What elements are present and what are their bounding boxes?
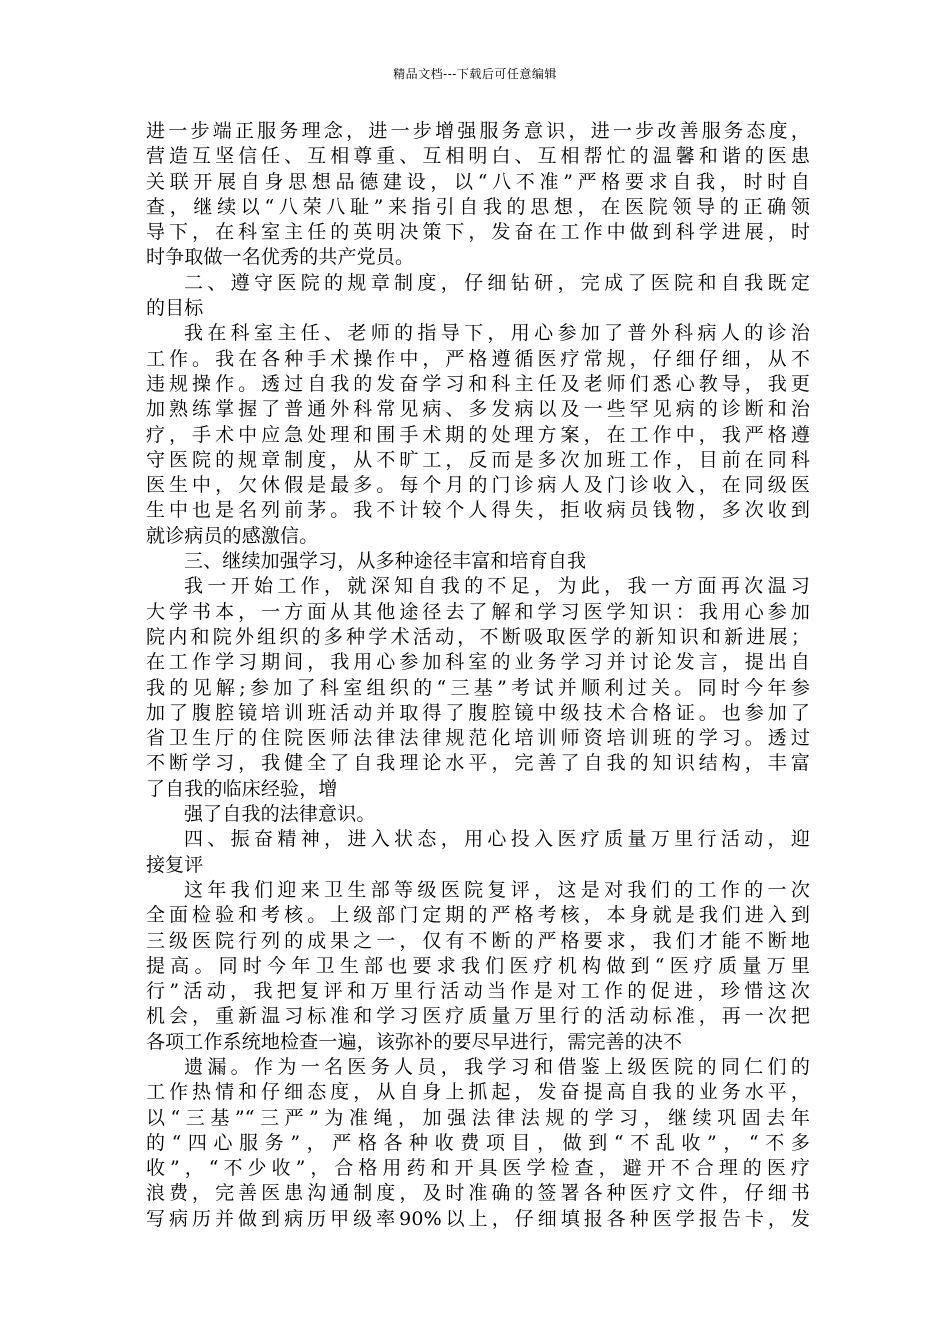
- text-line: 生中也是名列前茅。我不计较个人得失，拒收病员钱物，多次收到: [146, 499, 810, 522]
- text-line: 医生中，欠休假是最多。每个月的门诊病人及门诊收入，在同级医: [146, 474, 810, 497]
- text-line: 强了自我的法律意识。: [184, 803, 376, 826]
- text-line: 省卫生厅的住院医师法律法律规范化培训师资培训班的学习。透过: [146, 727, 810, 750]
- text-line: 接复评: [146, 853, 204, 876]
- text-line: 遗漏。作为一名医务人员，我学习和借鉴上级医院的同仁们的: [184, 1055, 810, 1078]
- text-line: 就诊病员的感激信。: [146, 524, 319, 547]
- text-line: 加熟练掌握了普通外科常见病、多发病以及一些罕见病的诊断和治: [146, 398, 810, 421]
- text-line: 营造互坚信任、互相尊重、互相明白、互相帮忙的温馨和谐的医患: [146, 145, 810, 168]
- text-line: 以“三基”“三严”为准绳，加强法律法规的学习，继续巩固去年: [146, 1106, 810, 1129]
- text-line: 大学书本，一方面从其他途径去了解和学习医学知识：我用心参加: [146, 600, 810, 623]
- text-line: 我一开始工作，就深知自我的不足，为此，我一方面再次温习: [184, 575, 810, 598]
- text-line: 查，继续以“八荣八耻”来指引自我的思想，在医院领导的正确领: [146, 195, 810, 218]
- text-line: 工作。我在各种手术操作中，严格遵循医疗常规，仔细仔细，从不: [146, 347, 810, 370]
- text-line: 时争取做一名优秀的共产党员。: [146, 246, 415, 269]
- text-line: 四、振奋精神，进入状态，用心投入医疗质量万里行活动，迎: [184, 828, 810, 851]
- text-line: 提高。同时今年卫生部也要求我们医疗机构做到“医疗质量万里: [146, 954, 810, 977]
- text-line: 的目标: [146, 297, 204, 320]
- text-line: 这年我们迎来卫生部等级医院复评，这是对我们的工作的一次: [184, 878, 810, 901]
- text-line: 守医院的规章制度，从不旷工，反而是多次加班工作，目前在同科: [146, 448, 810, 471]
- text-line: 三级医院行列的成果之一，仅有不断的严格要求，我们才能不断地: [146, 929, 810, 952]
- text-line: 机会，重新温习标准和学习医疗质量万里行的活动标准，再一次把: [146, 1005, 810, 1028]
- text-line: 关联开展自身思想品德建设，以“八不准”严格要求自我，时时自: [146, 170, 810, 193]
- text-line: 工作热情和仔细态度，从自身上抓起，发奋提高自我的业务水平，: [146, 1081, 810, 1104]
- text-line: 不断学习，我健全了自我理论水平，完善了自我的知识结构，丰富: [146, 752, 810, 775]
- text-line: 收”，“不少收”，合格用药和开具医学检查，避开不合理的医疗: [146, 1157, 810, 1180]
- text-line: 各项工作系统地检查一遍，该弥补的要尽早进行，需完善的决不: [146, 1030, 683, 1053]
- text-line: 我的见解;参加了科室组织的“三基”考试并顺利过关。同时今年参: [146, 676, 810, 699]
- text-line: 我在科室主任、老师的指导下，用心参加了普外科病人的诊治: [184, 322, 810, 345]
- page-header: 精品文档---下载后可任意编辑: [393, 67, 557, 81]
- text-line: 全面检验和考核。上级部门定期的严格考核，本身就是我们进入到: [146, 904, 810, 927]
- text-line: 加了腹腔镜培训班活动并取得了腹腔镜中级技术合格证。也参加了: [146, 701, 810, 724]
- text-line: 三、继续加强学习，从多种途径丰富和培育自我: [184, 550, 587, 573]
- text-line: 进一步端正服务理念，进一步增强服务意识，进一步改善服务态度，: [146, 120, 810, 142]
- text-line: 在工作学习期间，我用心参加科室的业务学习并讨论发言，提出自: [146, 651, 810, 674]
- document-body: [146, 119, 810, 1232]
- text-line: 二、遵守医院的规章制度，仔细钻研，完成了医院和自我既定: [184, 271, 810, 294]
- text-line: 违规操作。透过自我的发奋学习和科主任及老师们悉心教导，我更: [146, 372, 810, 395]
- text-line: 行”活动，我把复评和万里行活动当作是对工作的促进，珍惜这次: [146, 980, 810, 1003]
- text-line: 写病历并做到病历甲级率90%以上，仔细填报各种医学报告卡，发: [146, 1207, 810, 1230]
- text-line: 浪费，完善医患沟通制度，及时准确的签署各种医疗文件，仔细书: [146, 1182, 810, 1205]
- text-line: 疗，手术中应急处理和围手术期的处理方案，在工作中，我严格遵: [146, 423, 810, 446]
- text-line: 的“四心服务”，严格各种收费项目，做到“不乱收”，“不多: [146, 1131, 810, 1154]
- text-line: 院内和院外组织的多种学术活动，不断吸取医学的新知识和新进展；: [146, 625, 810, 648]
- text-line: 了自我的临床经验，增: [146, 777, 338, 800]
- text-line: 导下，在科室主任的英明决策下，发奋在工作中做到科学进展，时: [146, 221, 810, 244]
